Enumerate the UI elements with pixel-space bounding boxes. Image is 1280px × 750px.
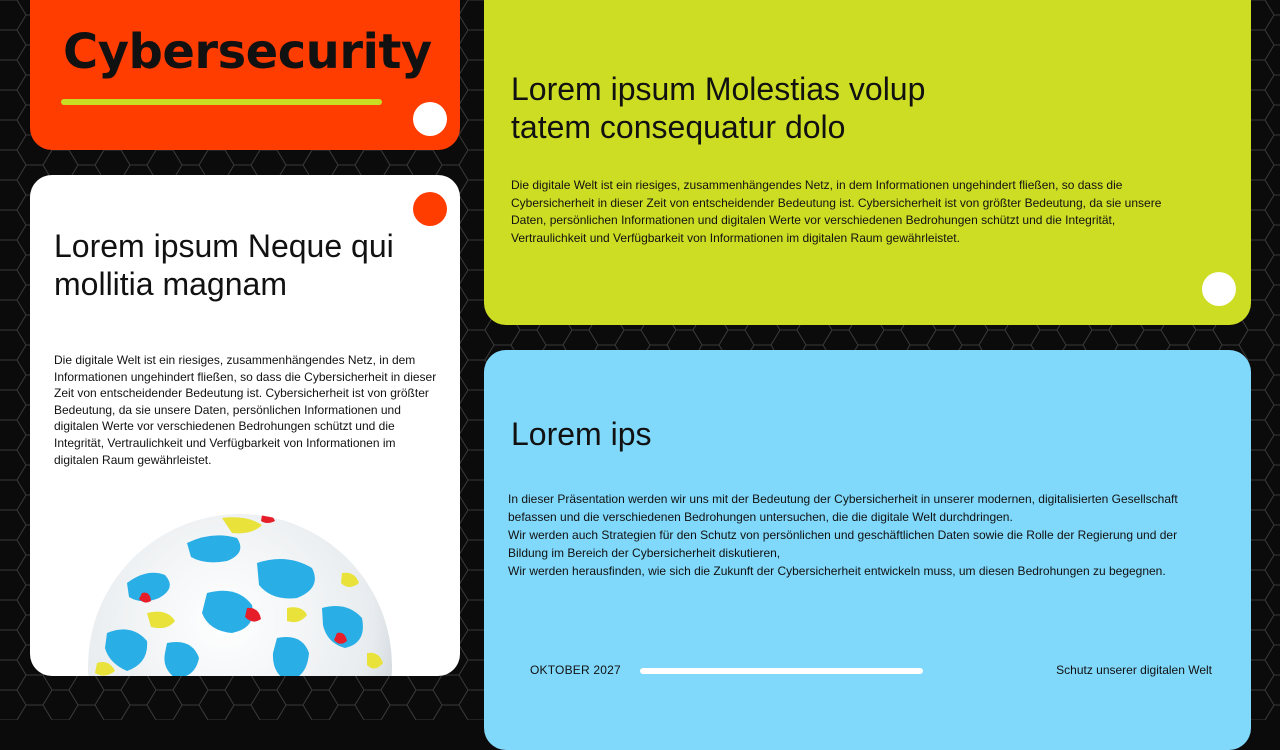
footer-tagline: Schutz unserer digitalen Welt [1056,663,1212,677]
title-underline [61,99,382,105]
footer-date: OKTOBER 2027 [530,663,621,677]
orange-dot-decoration [413,192,447,226]
bottom-card-heading: Lorem ips [511,416,652,452]
top-card-heading: Lorem ipsum Molestias volup tatem consequatur dolo [511,71,926,145]
left-content-card [30,175,460,676]
top-content-card [484,0,1251,325]
left-card-body: Die digitale Welt ist ein riesiges, zusammenhängendes Netz, in dem Informationen ungehindert fließen, so dass die Cybersicherheit in dieser Zeit von entscheidender Bedeutung ist. Cybersicherheit ist von größter Bedeutung, da sie unsere Daten, persönlichen Informationen und digitalen Werte vor verschiedenen Bedrohungen schützt und die Integrität, Vertraulichkeit und Verfügbarkeit von Informationen im digitalen Raum gewährleistet. [54,353,437,467]
page-title: Cybersecurity [63,24,432,80]
top-card-body: Die digitale Welt ist ein riesiges, zusammenhängendes Netz, in dem Informationen ungehindert fließen, so dass die Cybersicherheit in dieser Zeit von entscheidender Bedeutung ist. Cybersicherheit ist von größter Bedeutung, da sie unsere Daten, persönlichen Informationen und digitalen Werte vor verschiedenen Bedrohungen schützt und die Integrität, Vertraulichkeit und Verfügbarkeit von Informationen im digitalen Raum gewährleistet. [511,178,1162,246]
bottom-card-paragraph: Wir werden auch Strategien für den Schutz von persönlichen und geschäftlichen Daten sowie die Rolle der Regierung und der Bildung im Bereich der Cybersicherheit diskutieren, [508,527,1178,560]
white-dot-decoration [413,102,447,136]
bottom-card-paragraph: In dieser Präsentation werden wir uns mit der Bedeutung der Cybersicherheit in unserer modernen, digitalisierten Gesellschaft befassen und die verschiedenen Bedrohungen untersuchen, die die digitale Welt durchdringen. [508,492,1178,524]
bottom-card-paragraph: Wir werden herausfinden, wie sich die Zukunft der Cybersicherheit entwickeln muss, um diesen Bedrohungen zu begegnen. [508,563,1166,578]
bottom-content-card [484,350,1251,750]
white-dot-decoration [1202,272,1236,306]
footer-divider-bar [640,668,923,674]
left-card-heading: Lorem ipsum Neque qui mollitia magnam [54,228,394,302]
bottom-card-body [508,491,1178,581]
title-card [30,0,460,150]
globe-image [87,513,393,676]
